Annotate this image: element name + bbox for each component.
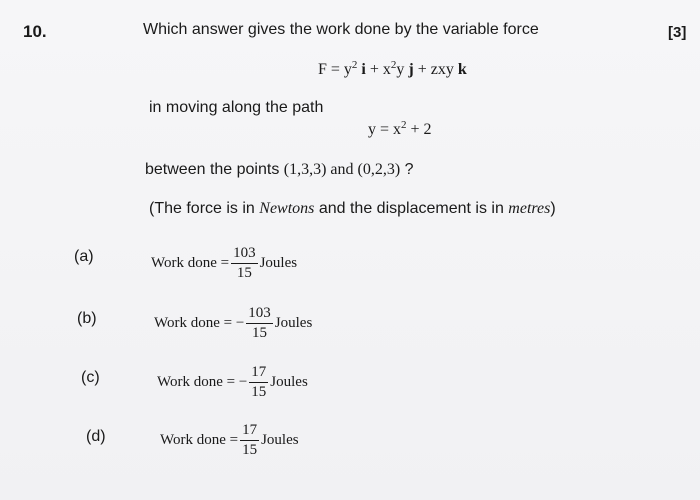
option-c-label[interactable]: (c) bbox=[81, 369, 100, 386]
option-c-answer[interactable]: Work done = − $\frac{17}{15}$ Joules bbox=[157, 364, 308, 400]
option-b-answer[interactable]: Work done = − $\frac{103}{15}$ Joules bbox=[154, 305, 313, 341]
option-d-answer[interactable]: Work done = $\frac{17}{15}$ Joules bbox=[160, 422, 299, 458]
option-b-fraction: $\frac{103}{15}$ bbox=[248, 305, 271, 341]
option-a-label[interactable]: (a) bbox=[74, 248, 94, 265]
path-equation: $y = x^2 + 2$ bbox=[368, 119, 432, 138]
option-c-fraction: $\frac{17}{15}$ bbox=[251, 364, 267, 400]
path-intro: in moving along the path bbox=[149, 99, 324, 116]
force-equation: $F = y^2$ $i + x^2y$ j + zxy k bbox=[318, 59, 467, 78]
option-d-label[interactable]: (d) bbox=[86, 428, 106, 445]
marks-badge: [3] bbox=[668, 24, 687, 41]
option-d-fraction: $\frac{17}{15}$ bbox=[242, 422, 258, 458]
option-a-answer[interactable]: Work done = $\frac{103}{15}$ Joules bbox=[151, 245, 298, 281]
option-b-label[interactable]: (b) bbox=[77, 310, 97, 327]
question-prompt: Which answer gives the work done by the variable force bbox=[143, 21, 539, 38]
units-note: (The force is in Newtons and the displacement is in metres) bbox=[149, 200, 556, 217]
points-line: between the points (1,3,3) and (0,2,3) ? bbox=[145, 161, 414, 178]
option-a-fraction: $\frac{103}{15}$ bbox=[233, 245, 256, 281]
question-number: 10. bbox=[23, 22, 47, 41]
